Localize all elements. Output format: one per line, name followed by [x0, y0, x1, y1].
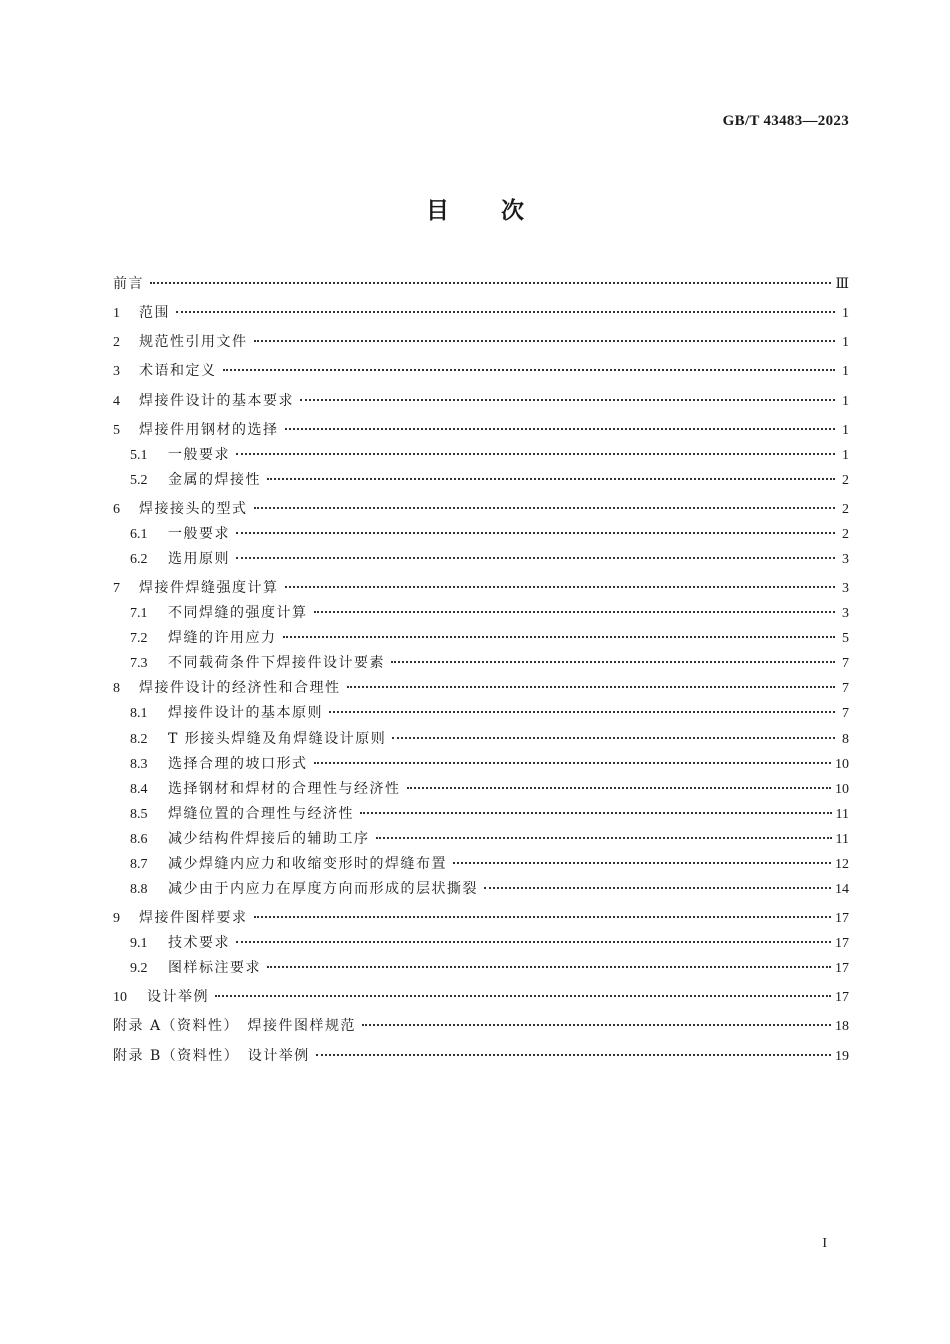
toc-entry-5-2[interactable] [113, 470, 849, 490]
toc-entry-number: 5.1 [130, 448, 148, 463]
toc-entry-9-2[interactable] [113, 958, 849, 978]
toc-entry-7-3[interactable] [113, 653, 849, 673]
toc-entry-label: 技术要求 [168, 935, 230, 951]
dot-leader [223, 369, 836, 371]
toc-entry-page: 1 [842, 448, 849, 463]
toc-entry-number: 7.1 [130, 606, 148, 621]
toc-entry-label: 前言 [113, 276, 144, 292]
toc-entry-7-1[interactable] [113, 603, 849, 623]
toc-entry-label: 焊接件设计的基本原则 [168, 705, 323, 721]
dot-leader [329, 711, 835, 713]
toc-entry-number: 5.2 [130, 473, 148, 488]
toc-entry-label: 焊接件焊缝强度计算 [139, 580, 279, 596]
dot-leader [236, 941, 831, 943]
toc-entry-number: 3 [113, 364, 120, 379]
toc-entry-page: 17 [835, 911, 849, 926]
toc-entry-9[interactable] [113, 908, 849, 928]
toc-entry-8-7[interactable] [113, 854, 849, 874]
dot-leader [314, 762, 832, 764]
toc-entry-page: 7 [842, 681, 849, 696]
dot-leader [285, 586, 836, 588]
toc-entry-number: 9.1 [130, 936, 148, 951]
toc-entry-number: 7 [113, 581, 120, 596]
toc-entry-7-2[interactable] [113, 628, 849, 648]
toc-entry-3[interactable] [113, 361, 849, 381]
dot-leader [285, 428, 836, 430]
toc-entry-8-5[interactable] [113, 804, 849, 824]
toc-entry-page: 5 [842, 631, 849, 646]
toc-entry-2[interactable] [113, 332, 849, 352]
toc-entry-label: 设计举例 [147, 989, 209, 1005]
toc-entry-label: 图样标注要求 [168, 960, 261, 976]
toc-entry-1[interactable] [113, 303, 849, 323]
toc-entry-page: 11 [835, 807, 849, 822]
toc-entry-label: 焊接件用钢材的选择 [139, 422, 279, 438]
dot-leader [267, 966, 831, 968]
toc-entry-appendix-b[interactable] [113, 1046, 849, 1066]
dot-leader [453, 862, 831, 864]
toc-entry-number: 8 [113, 681, 120, 696]
dot-leader [392, 737, 835, 739]
dot-leader [283, 636, 836, 638]
dot-leader [236, 453, 835, 455]
dot-leader [150, 282, 831, 284]
toc-entry-9-1[interactable] [113, 933, 849, 953]
toc-entry-page: 19 [835, 1049, 849, 1064]
toc-entry-number: 10 [113, 990, 127, 1005]
toc-entry-label: 减少焊缝内应力和收缩变形时的焊缝布置 [168, 856, 447, 872]
toc-entry-label: 焊接件设计的基本要求 [139, 393, 294, 409]
toc-entry-number: 8.3 [130, 757, 148, 772]
toc-entry-7[interactable] [113, 578, 849, 598]
toc-entry-page: 3 [842, 606, 849, 621]
toc-entry-8-2[interactable] [113, 729, 849, 749]
dot-leader [376, 837, 832, 839]
toc-entry-6-1[interactable] [113, 524, 849, 544]
toc-entry-5[interactable] [113, 420, 849, 440]
toc-entry-6-2[interactable] [113, 549, 849, 569]
toc-entry-page: 1 [842, 423, 849, 438]
toc-entry-page: 17 [835, 936, 849, 951]
toc-entry-page: 10 [835, 782, 849, 797]
dot-leader [314, 611, 836, 613]
toc-entry-page: 3 [842, 581, 849, 596]
toc-entry-label: T 形接头焊缝及角焊缝设计原则 [168, 731, 387, 747]
toc-entry-page: 12 [835, 857, 849, 872]
toc-entry-5-1[interactable] [113, 445, 849, 465]
toc-entry-number: 5 [113, 423, 120, 438]
toc-entry-label: 金属的焊接性 [168, 472, 261, 488]
toc-entry-page: 1 [842, 335, 849, 350]
dot-leader [215, 995, 831, 997]
toc-entry-label: 规范性引用文件 [139, 334, 248, 350]
dot-leader [300, 399, 835, 401]
toc-entry-label: 焊缝的许用应力 [168, 630, 277, 646]
toc-entry-number: 8.4 [130, 782, 148, 797]
toc-entry-label: 附录 B（资料性） 设计举例 [113, 1048, 310, 1064]
toc-entry-label: 选择钢材和焊材的合理性与经济性 [168, 781, 401, 797]
toc-entry-number: 1 [113, 306, 120, 321]
dot-leader [267, 478, 835, 480]
toc-entry-label: 选择合理的坡口形式 [168, 756, 308, 772]
toc-entry-page: 18 [835, 1019, 849, 1034]
toc-entry-page: 3 [842, 552, 849, 567]
standard-code: GB/T 43483—2023 [722, 113, 849, 129]
toc-entry-6[interactable] [113, 499, 849, 519]
toc-entry-page: Ⅲ [835, 277, 849, 292]
toc-entry-label: 减少结构件焊接后的辅助工序 [168, 831, 370, 847]
toc-entry-label: 焊接件图样要求 [139, 910, 248, 926]
toc-entry-label: 焊接件设计的经济性和合理性 [139, 680, 341, 696]
toc-entry-page: 2 [842, 527, 849, 542]
toc-entry-label: 焊接接头的型式 [139, 501, 248, 517]
toc-entry-4[interactable] [113, 391, 849, 411]
toc-entry-page: 2 [842, 502, 849, 517]
toc-entry-number: 8.8 [130, 882, 148, 897]
toc-entry-8-8[interactable] [113, 879, 849, 899]
dot-leader [236, 557, 835, 559]
toc-entry-10[interactable] [113, 987, 849, 1007]
toc-entry-label: 选用原则 [168, 551, 230, 567]
toc-entry-label: 不同载荷条件下焊接件设计要素 [168, 655, 385, 671]
toc-entry-8-3[interactable] [113, 754, 849, 774]
toc-entry-number: 6.2 [130, 552, 148, 567]
toc-entry-number: 7.3 [130, 656, 148, 671]
toc-entry-label: 术语和定义 [139, 363, 217, 379]
toc-entry-number: 9 [113, 911, 120, 926]
toc-entry-page: 10 [835, 757, 849, 772]
toc-entry-label: 附录 A（资料性） 焊接件图样规范 [113, 1018, 357, 1034]
toc-entry-label: 一般要求 [168, 526, 230, 542]
dot-leader [176, 311, 835, 313]
toc-entry-number: 6.1 [130, 527, 148, 542]
toc-entry-page: 17 [835, 961, 849, 976]
dot-leader [254, 340, 836, 342]
toc-entry-number: 8.5 [130, 807, 148, 822]
toc-entry-foreword[interactable] [113, 274, 849, 294]
dot-leader [360, 812, 832, 814]
toc-entry-number: 9.2 [130, 961, 148, 976]
toc-entry-label: 不同焊缝的强度计算 [168, 605, 308, 621]
toc-entry-number: 8.2 [130, 732, 148, 747]
toc-entry-page: 1 [842, 364, 849, 379]
toc-title: 目次 [426, 198, 576, 224]
dot-leader [362, 1024, 831, 1026]
toc-entry-8[interactable] [113, 678, 849, 698]
dot-leader [254, 916, 832, 918]
toc-entry-number: 2 [113, 335, 120, 350]
toc-entry-number: 7.2 [130, 631, 148, 646]
toc-entry-8-1[interactable] [113, 703, 849, 723]
toc-entry-page: 7 [842, 706, 849, 721]
toc-entry-page: 8 [842, 732, 849, 747]
dot-leader [484, 887, 831, 889]
toc-entry-8-6[interactable] [113, 829, 849, 849]
dot-leader [316, 1054, 831, 1056]
toc-entry-appendix-a[interactable] [113, 1016, 849, 1036]
dot-leader [407, 787, 832, 789]
dot-leader [254, 507, 836, 509]
toc-entry-number: 6 [113, 502, 120, 517]
dot-leader [347, 686, 836, 688]
toc-entry-number: 8.6 [130, 832, 148, 847]
toc-entry-page: 14 [835, 882, 849, 897]
toc-entry-page: 1 [842, 306, 849, 321]
toc-entry-label: 减少由于内应力在厚度方向而形成的层状撕裂 [168, 881, 478, 897]
toc-entry-number: 4 [113, 394, 120, 409]
toc-entry-label: 范围 [139, 305, 170, 321]
dot-leader [391, 661, 835, 663]
toc-entry-page: 7 [842, 656, 849, 671]
toc-entry-page: 11 [835, 832, 849, 847]
toc-entry-number: 8.1 [130, 706, 148, 721]
toc-entry-label: 一般要求 [168, 447, 230, 463]
toc-entry-label: 焊缝位置的合理性与经济性 [168, 806, 354, 822]
toc-entry-page: 1 [842, 394, 849, 409]
toc-entry-page: 17 [835, 990, 849, 1005]
toc-entry-8-4[interactable] [113, 779, 849, 799]
toc-entry-page: 2 [842, 473, 849, 488]
dot-leader [236, 532, 835, 534]
toc-entry-number: 8.7 [130, 857, 148, 872]
page-number: I [822, 1236, 827, 1251]
